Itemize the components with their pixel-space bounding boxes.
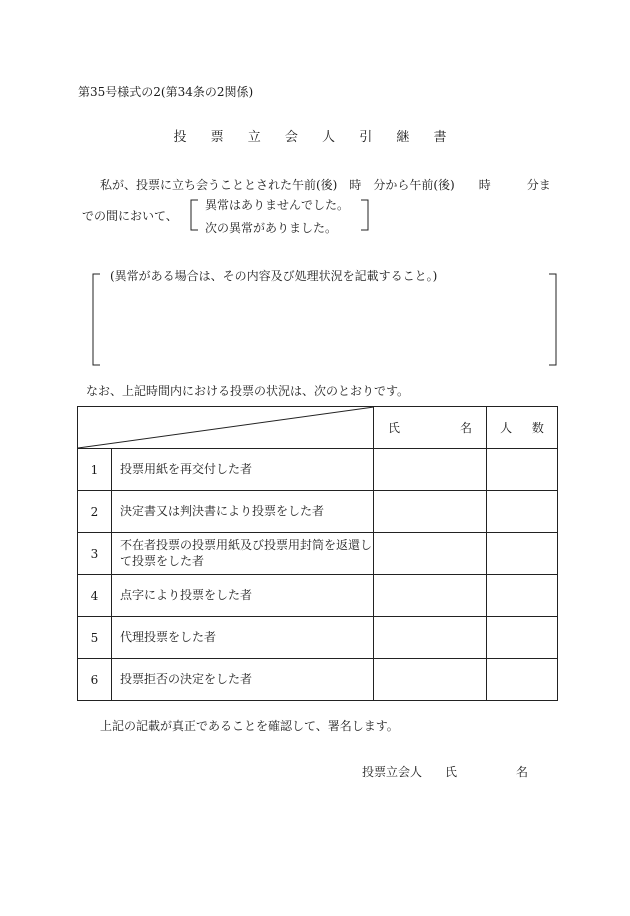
option-bracket-right <box>361 200 368 230</box>
header-name <box>374 407 487 449</box>
row-number: 2 <box>78 491 112 533</box>
table-row <box>78 617 558 659</box>
row-description: 決定書又は判決書により投票をした者 <box>112 491 374 533</box>
row-description: 投票拒否の決定をした者 <box>112 659 374 701</box>
row-name-cell[interactable] <box>374 659 487 701</box>
header-name-first: 氏 <box>388 421 401 435</box>
table-header-row <box>78 407 558 449</box>
row-count-cell[interactable] <box>487 533 558 575</box>
signature-role: 投票立会人 <box>362 765 423 779</box>
option-no-abnormality: 異常はありませんでした。 <box>205 198 350 212</box>
row-count-cell[interactable] <box>487 575 558 617</box>
row-description: 点字により投票をした者 <box>112 575 374 617</box>
statement-line-2: での間において、 <box>82 209 178 223</box>
row-description: 代理投票をした者 <box>112 617 374 659</box>
signature-name-first: 氏 <box>445 765 458 779</box>
table-row <box>78 575 558 617</box>
option-abnormality: 次の異常がありました。 <box>205 221 338 235</box>
status-intro: なお、上記時間内における投票の状況は、次のとおりです。 <box>86 384 410 398</box>
voting-status-table <box>77 406 558 701</box>
note-bracket-right <box>549 274 556 365</box>
confirmation-text: 上記の記載が真正であることを確認して、署名します。 <box>100 719 399 733</box>
option-bracket-left <box>191 200 198 230</box>
header-count-second: 数 <box>531 421 544 435</box>
row-name-cell[interactable] <box>374 575 487 617</box>
row-name-cell[interactable] <box>374 617 487 659</box>
row-count-cell[interactable] <box>487 449 558 491</box>
header-count <box>487 407 558 449</box>
row-description: 不在者投票の投票用紙及び投票用封筒を返還して投票をした者 <box>112 533 374 575</box>
abnormal-note: (異常がある場合は、その内容及び処理状況を記載すること。) <box>110 269 438 283</box>
diagonal-header-cell <box>78 407 374 449</box>
form-id: 第35号様式の2(第34条の2関係) <box>78 85 254 99</box>
statement-line-1: 私が、投票に立ち会うこととされた午前(後) 時 分から午前(後) 時 分ま <box>100 178 551 192</box>
row-number: 3 <box>78 533 112 575</box>
row-count-cell[interactable] <box>487 659 558 701</box>
row-name-cell[interactable] <box>374 533 487 575</box>
row-name-cell[interactable] <box>374 491 487 533</box>
header-name-second: 名 <box>459 421 472 435</box>
diagonal-line <box>78 407 374 448</box>
document-title: 投 票 立 会 人 引 継 書 <box>173 130 457 145</box>
table-row <box>78 533 558 575</box>
row-number: 1 <box>78 449 112 491</box>
header-count-first: 人 <box>500 421 513 435</box>
row-number: 5 <box>78 617 112 659</box>
row-count-cell[interactable] <box>487 491 558 533</box>
table-row <box>78 449 558 491</box>
table-row <box>78 659 558 701</box>
signature-name-second: 名 <box>516 765 529 779</box>
table-row <box>78 491 558 533</box>
note-bracket-left <box>93 274 100 365</box>
row-count-cell[interactable] <box>487 617 558 659</box>
row-description: 投票用紙を再交付した者 <box>112 449 374 491</box>
row-number: 6 <box>78 659 112 701</box>
row-name-cell[interactable] <box>374 449 487 491</box>
row-number: 4 <box>78 575 112 617</box>
